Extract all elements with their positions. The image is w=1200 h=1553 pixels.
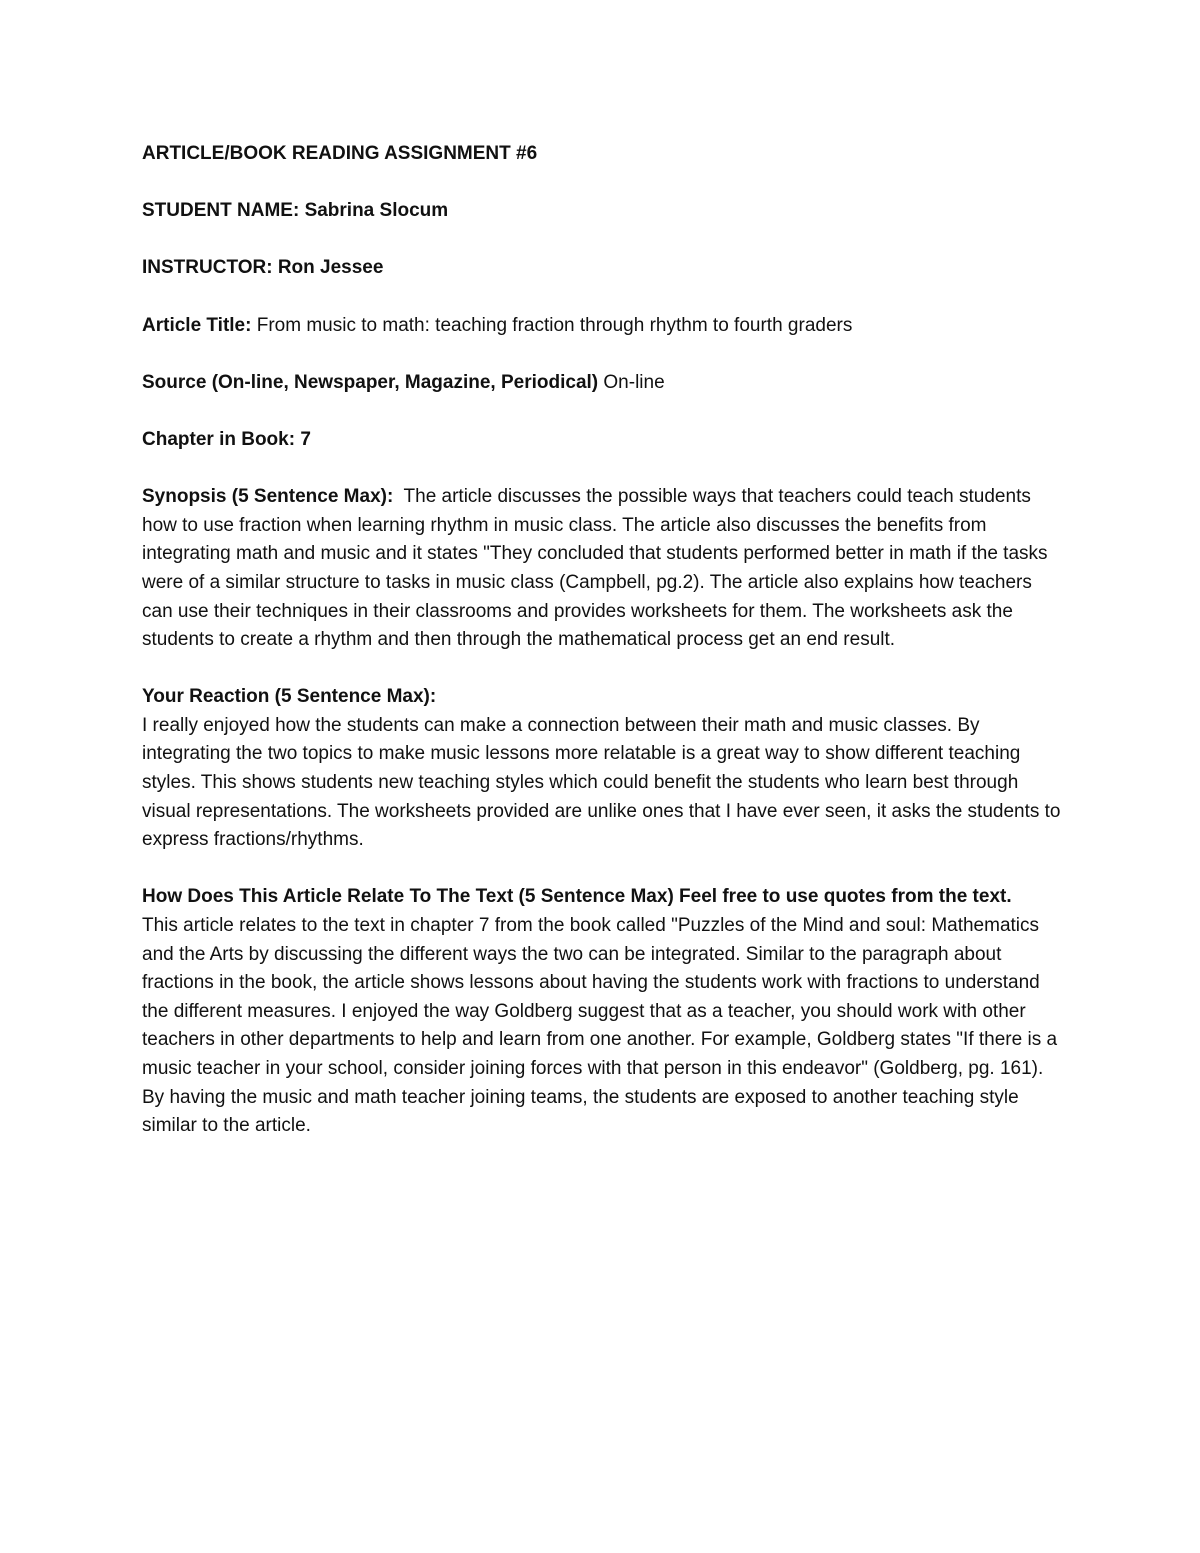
article-title-line [142,312,1062,341]
reaction-section [142,683,1062,855]
synopsis-label: Synopsis (5 Sentence Max): [142,486,394,508]
article-title-value: From music to math: teaching fraction through rhythm to fourth graders [256,314,853,336]
source-line [142,369,1062,398]
document-content [142,140,1062,1169]
document-title: ARTICLE/BOOK READING ASSIGNMENT #6 [142,143,538,164]
reaction-label: Your Reaction (5 Sentence Max): [142,686,437,708]
student-name-value: Sabrina Slocum [304,200,449,222]
relation-label: How Does This Article Relate To The Text (5 Sentence Max) Feel free to use quotes from the text. [142,886,1012,908]
article-title-label: Article Title: [142,314,252,336]
instructor-line [142,254,1062,283]
source-value: On-line [603,371,665,393]
student-name-label: STUDENT NAME: [142,200,300,222]
chapter-line: Chapter in Book: 7 [142,428,311,450]
reaction-text: I really enjoyed how the students can make a connection between their math and music classes. By integrating the two topics to make music lessons more relatable is a great way to show different teaching styles. This shows students new teaching styles which could benefit the students who learn best through visual representations. The worksheets provided are unlike ones that I have ever seen, it asks the students to express fractions/rhythms. [142,714,1061,851]
source-label: Source (On-line, Newspaper, Magazine, Periodical) [142,371,599,393]
instructor-value: Ron Jessee [277,257,384,279]
student-name-line [142,197,1062,226]
synopsis-section [142,483,1062,655]
relation-section [142,883,1062,1140]
relation-text: This article relates to the text in chapter 7 from the book called "Puzzles of the Mind and soul: Mathematics and the Arts by discussing the different ways the two can be integrated. Similar to the paragraph about fractions in the book, the article shows lessons about having the students work with fractions to understand the different measures. I enjoyed the way Goldberg suggest that as a teacher, you should work with other teachers in other departments to help and learn from one another. For example, Goldberg states "If there is a music teacher in your school, consider joining forces with that person in this endeavor" (Goldberg, pg. 161). By having the music and math teacher joining teams, the students are exposed to another teaching style similar to the article. [142,915,1058,1137]
instructor-label: INSTRUCTOR: [142,257,273,279]
synopsis-text: The article discusses the possible ways that teachers could teach students how to use fraction when learning rhythm in music class. The article also discusses the benefits from integrating math and music and it states "They concluded that students performed better in math if the tasks were of a similar structure to tasks in music class (Campbell, pg.2). The article also explains how teachers can use their techniques in their classrooms and provides worksheets for them. The worksheets ask the students to create a rhythm and then through the mathematical process get an end result. [142,486,1048,651]
